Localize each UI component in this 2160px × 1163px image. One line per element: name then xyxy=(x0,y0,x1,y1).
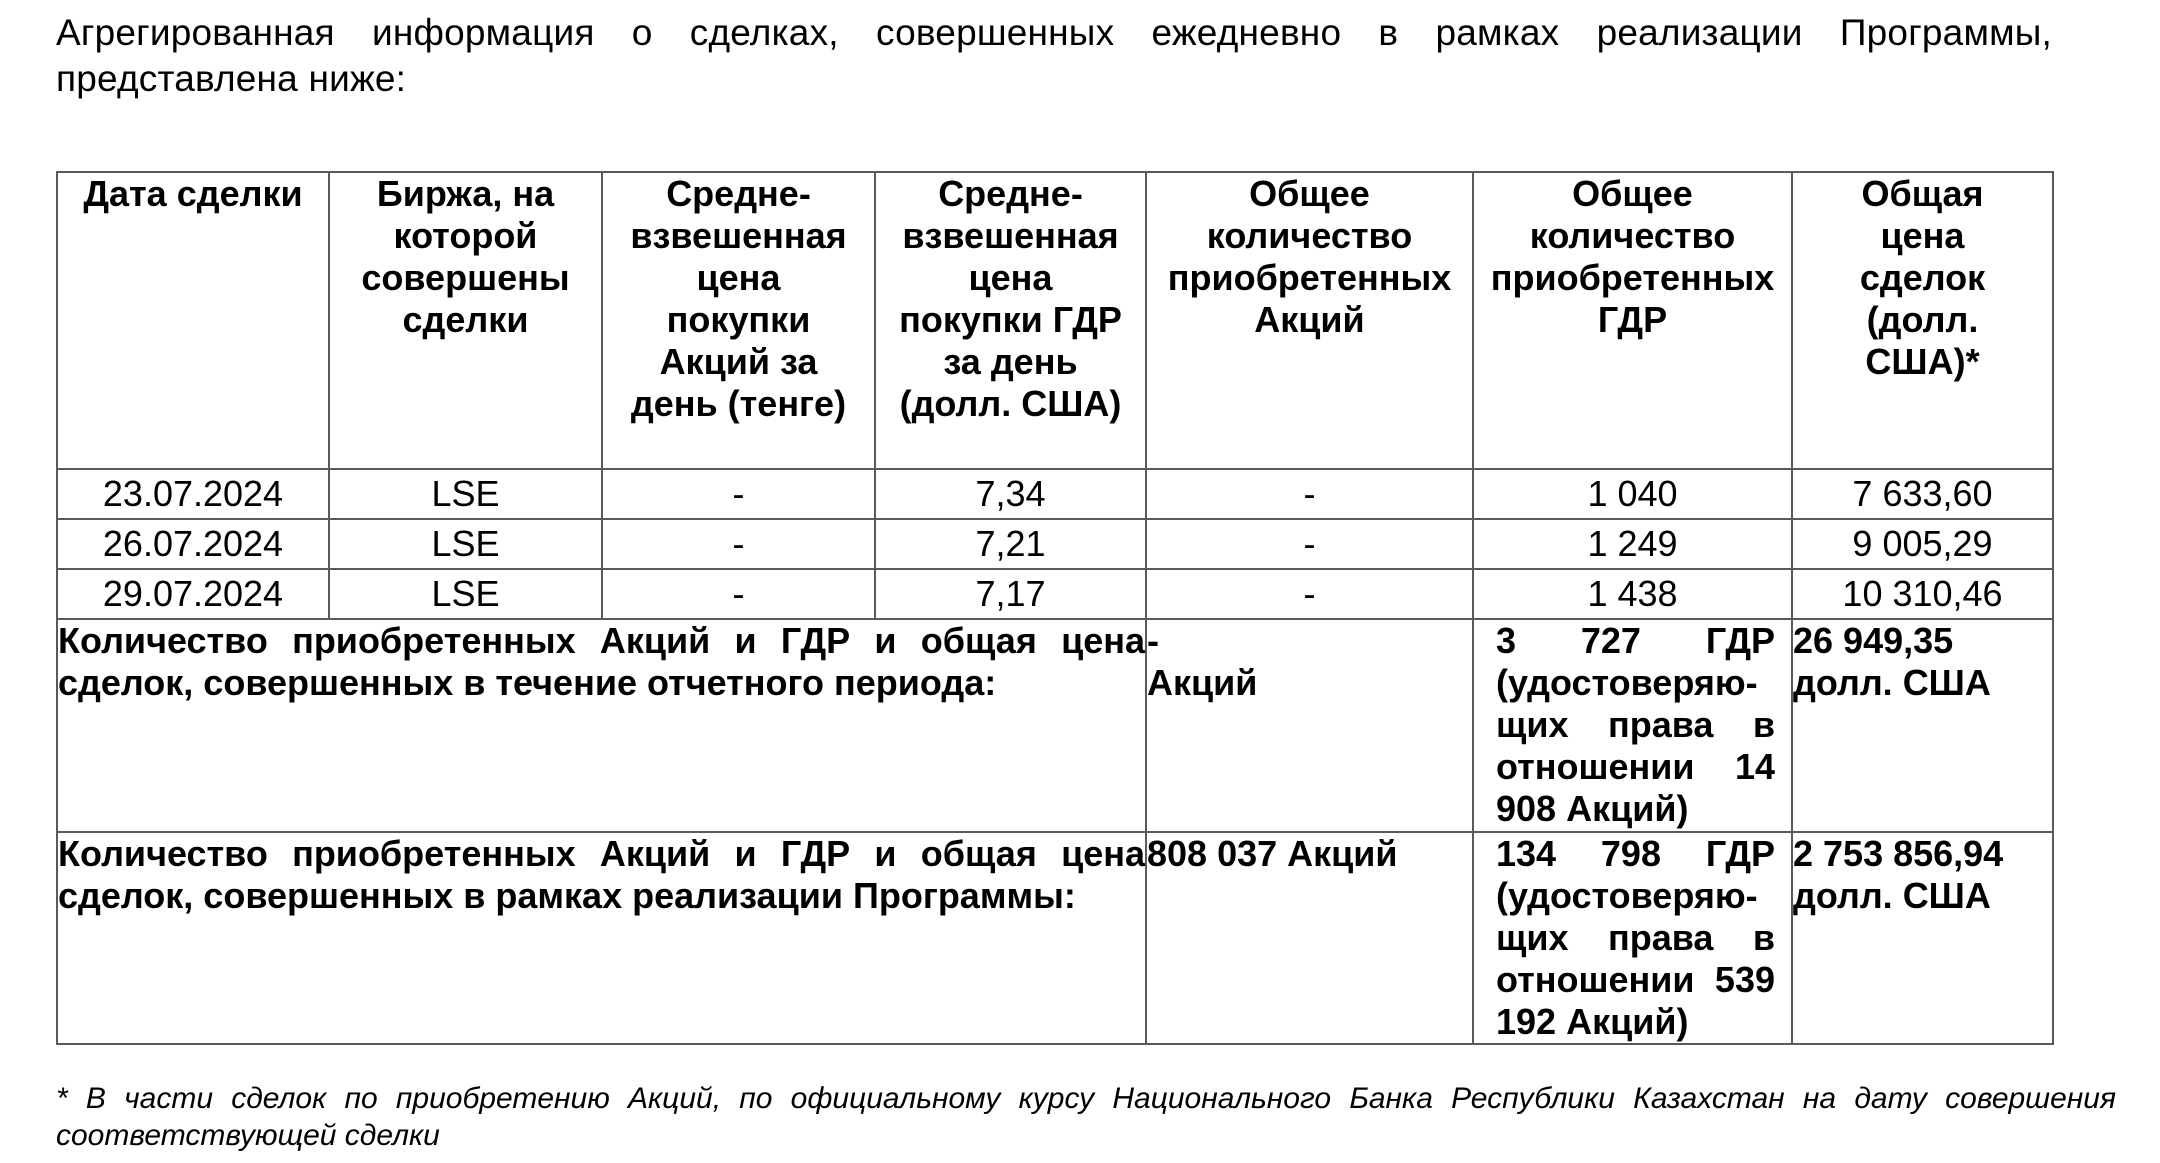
cell-avg-share-price: - xyxy=(602,469,875,519)
header-avg-share-price xyxy=(602,172,875,469)
cell-exchange: LSE xyxy=(329,569,602,619)
cell-avg-share-price: - xyxy=(602,519,875,569)
cell-shares-qty: - xyxy=(1146,569,1473,619)
cell-shares-qty: - xyxy=(1146,469,1473,519)
summary-program-total-line2: долл. США xyxy=(1793,875,1991,916)
cell-date: 23.07.2024 xyxy=(57,469,329,519)
summary-period-total xyxy=(1792,619,2053,832)
header-date xyxy=(57,172,329,469)
summary-period-gdr-rest: (удостоверяю-щих права в отношении 14 908 Акций) xyxy=(1496,662,1775,829)
deals-table xyxy=(56,171,2054,1045)
summary-program-gdr-line1: 134 798 ГДР xyxy=(1496,833,1775,874)
summary-program-total xyxy=(1792,832,2053,1044)
cell-exchange: LSE xyxy=(329,519,602,569)
header-total-price xyxy=(1792,172,2053,469)
footnote: * В части сделок по приобретению Акций, по официальному курсу Национального Банка Республики Казахстан на дату совершения соответствующей сделки xyxy=(56,1082,2116,1152)
cell-date: 26.07.2024 xyxy=(57,519,329,569)
cell-avg-share-price: - xyxy=(602,569,875,619)
cell-total-price: 9 005,29 xyxy=(1792,519,2053,569)
cell-exchange: LSE xyxy=(329,469,602,519)
intro-paragraph xyxy=(56,10,2052,102)
summary-row-period xyxy=(57,619,2053,832)
cell-avg-gdr-price: 7,34 xyxy=(875,469,1146,519)
header-gdr-qty xyxy=(1473,172,1792,469)
cell-gdr-qty: 1 249 xyxy=(1473,519,1792,569)
cell-date: 29.07.2024 xyxy=(57,569,329,619)
summary-period-gdr-line1: 3 727 ГДР xyxy=(1496,620,1775,661)
summary-period-label: Количество приобретенных Акций и ГДР и общая цена сделок, совершенных в течение отчетного периода: xyxy=(57,619,1146,832)
summary-period-shares-line2: Акций xyxy=(1147,662,1258,703)
header-total-price-text: Общая цена сделок (долл. США)* xyxy=(1859,173,1986,382)
summary-program-shares xyxy=(1146,832,1473,1044)
table-row xyxy=(57,519,2053,569)
cell-gdr-qty: 1 040 xyxy=(1473,469,1792,519)
header-avg-gdr-price xyxy=(875,172,1146,469)
summary-period-total-line2: долл. США xyxy=(1793,662,1991,703)
table-row xyxy=(57,569,2053,619)
summary-period-total-line1: 26 949,35 xyxy=(1793,620,1954,661)
summary-program-label: Количество приобретенных Акций и ГДР и общая цена сделок, совершенных в рамках реализации Программы: xyxy=(57,832,1146,1044)
summary-row-program xyxy=(57,832,2053,1044)
cell-avg-gdr-price: 7,17 xyxy=(875,569,1146,619)
header-exchange xyxy=(329,172,602,469)
summary-program-shares-line1: 808 037 Акций xyxy=(1147,833,1398,874)
cell-gdr-qty: 1 438 xyxy=(1473,569,1792,619)
header-shares-qty xyxy=(1146,172,1473,469)
header-date-text: Дата сделки xyxy=(83,173,303,214)
cell-total-price: 7 633,60 xyxy=(1792,469,2053,519)
header-avg-gdr-price-text: Средне- взвешенная цена покупки ГДР за день (долл. США) xyxy=(899,173,1122,424)
summary-program-total-line1: 2 753 856,94 xyxy=(1793,833,2004,874)
summary-program-gdr-rest: (удостоверяю-щих права в отношении 539 192 Акций) xyxy=(1496,875,1775,1042)
intro-line-2: представлена ниже: xyxy=(56,58,407,99)
summary-period-shares xyxy=(1146,619,1473,832)
header-exchange-text: Биржа, на которой совершены сделки xyxy=(361,173,570,340)
summary-period-shares-line1: - xyxy=(1147,620,1159,661)
summary-period-gdr xyxy=(1473,619,1792,832)
table-row xyxy=(57,469,2053,519)
table-header-row xyxy=(57,172,2053,469)
cell-total-price: 10 310,46 xyxy=(1792,569,2053,619)
summary-program-gdr xyxy=(1473,832,1792,1044)
cell-avg-gdr-price: 7,21 xyxy=(875,519,1146,569)
header-avg-share-price-text: Средне- взвешенная цена покупки Акций за день (тенге) xyxy=(630,173,847,424)
cell-shares-qty: - xyxy=(1146,519,1473,569)
intro-line-1: Агрегированная информация о сделках, совершенных ежедневно в рамках реализации Программы, xyxy=(56,12,2052,53)
header-shares-qty-text: Общее количество приобретенных Акций xyxy=(1167,173,1452,340)
header-gdr-qty-text: Общее количество приобретенных ГДР xyxy=(1490,173,1775,340)
